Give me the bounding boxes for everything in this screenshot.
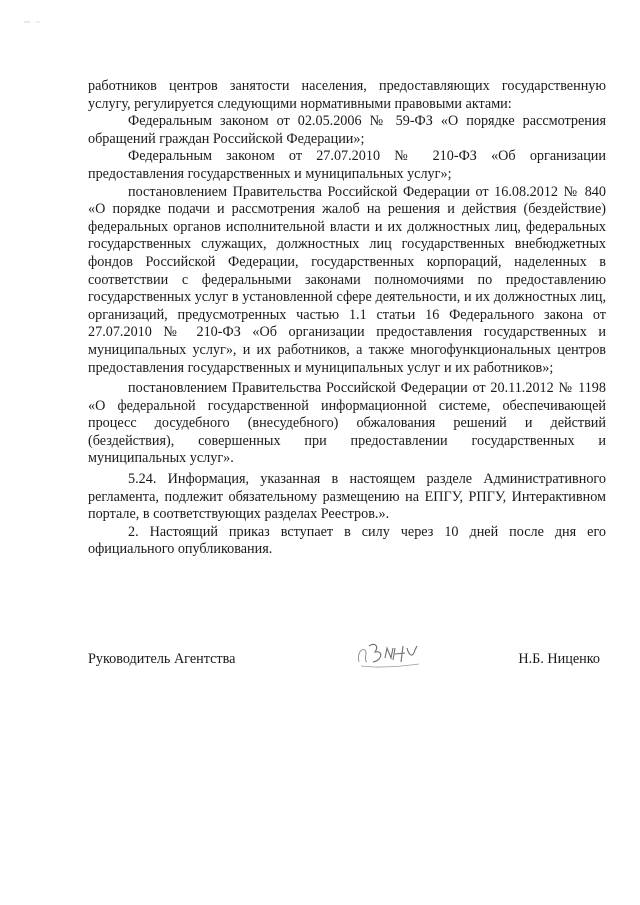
paragraph-5-24: 5.24. Информация, указанная в настоящем разделе Административного регламента, подлежит обязательному размещению на ЕПГУ, РПГУ, Интерактивном портале, в соответствующих разделах Реестров.». (88, 471, 606, 523)
paragraph-intro: работников центров занятости населения, предоставляющих государственную услугу, регулируется следующими нормативными правовыми актами: (88, 78, 606, 112)
signatory-title: Руководитель Агентства (88, 651, 236, 667)
signature-block (88, 648, 600, 688)
paragraph-order-effect: 2. Настоящий приказ вступает в силу через 10 дней после дня его официального опубликования. (88, 523, 606, 558)
document-body (88, 78, 606, 559)
paragraph-law-59fz: Федеральным законом от 02.05.2006 № 59-ФЗ «О порядке рассмотрения обращений граждан Российской Федерации»; (88, 113, 606, 147)
signatory-name: Н.Б. Ниценко (518, 651, 600, 667)
paragraph-resolution-1198: постановлением Правительства Российской Федерации от 20.11.2012 № 1198 «О федеральной государственной информационной системе, обеспечивающей процесс досудебного (внесудебного) обжалования решений и действий (бездействия), совершенных при предоставлении государственных и муниципальных услуг». (88, 380, 606, 467)
paragraph-resolution-840: постановлением Правительства Российской Федерации от 16.08.2012 № 840 «О порядке подачи и рассмотрения жалоб на решения и действия (бездействие) федеральных органов исполнительной власти и их должностных лиц, федеральных государственных служащих, должностных лиц государственных внебюджетных фондов Российской Федерации, государственных корпораций, наделенных в соответствии с федеральными законами полномочиями по предоставлению государственных услуг в установленной сфере деятельности, и их должностных лиц, организаций, предусмотренных частью 1.1 статьи 16 Федерального закона от 27.07.2010 № 210-ФЗ «Об организации предоставления государственных и муниципальных услуг», и их работников, а также многофункциональных центров предоставления государственных и муниципальных услуг и их работников»; (88, 183, 606, 376)
scan-mark (22, 18, 52, 26)
handwritten-signature (353, 636, 433, 676)
paragraph-law-210fz: Федеральным законом от 27.07.2010 № 210-ФЗ «Об организации предоставления государственных и муниципальных услуг»; (88, 148, 606, 182)
